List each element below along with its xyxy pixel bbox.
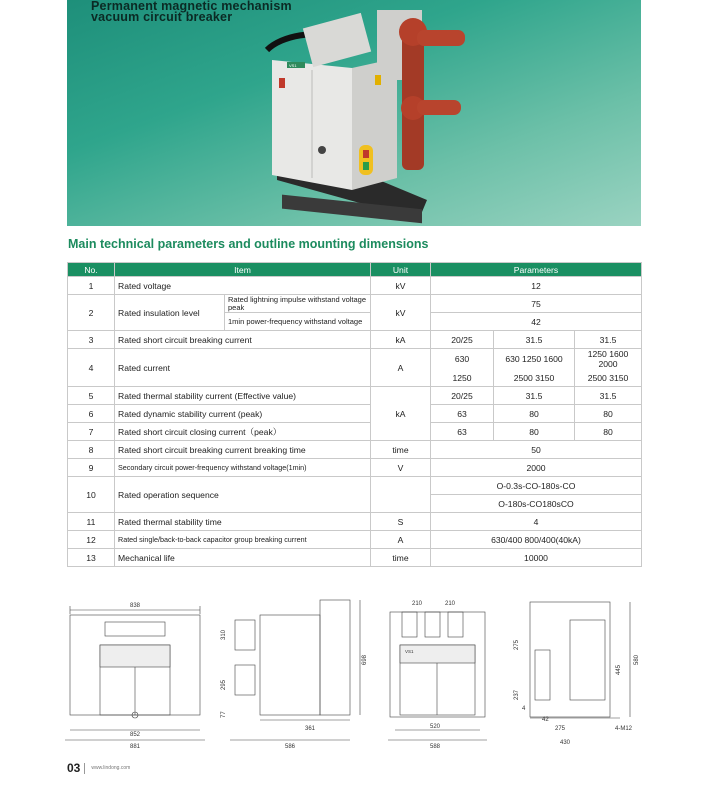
- dim-rear-520: 520: [430, 724, 441, 730]
- outline-drawings: [60, 590, 650, 760]
- dim-r-42: 42: [542, 717, 549, 723]
- cell-param: 20/25: [431, 387, 494, 405]
- cell-item: Rated operation sequence: [115, 477, 371, 513]
- table-row: [68, 441, 642, 459]
- header-no: No.: [68, 263, 115, 277]
- table-row: [68, 295, 642, 313]
- cell-param: 50: [431, 441, 642, 459]
- cell-param: 80: [575, 423, 642, 441]
- cell-param: 80: [575, 405, 642, 423]
- cell-unit: S: [371, 513, 431, 531]
- cell-no: 6: [68, 405, 115, 423]
- cell-unit: kA: [371, 387, 431, 441]
- dim-front-top: 838: [130, 603, 141, 609]
- dim-side-77: 77: [221, 711, 227, 718]
- cell-param: 75: [431, 295, 642, 313]
- dim-side-361: 361: [305, 726, 316, 732]
- cell-item: Rated voltage: [115, 277, 371, 295]
- footer-url[interactable]: www.lindong.com: [91, 765, 131, 771]
- cell-param: 80: [494, 423, 575, 441]
- cell-param: 63: [431, 423, 494, 441]
- hero-title-line2: vacuum circuit breaker: [91, 10, 233, 24]
- cell-param: 10000: [431, 549, 642, 567]
- breaker-illustration: [67, 0, 641, 226]
- cell-param: 630 1250 1600: [494, 349, 575, 370]
- cell-param: 80: [494, 405, 575, 423]
- dim-r-4: 4: [522, 706, 526, 712]
- rear-view-drawing: [388, 612, 487, 740]
- dim-side-295: 295: [221, 679, 227, 690]
- table-row: [68, 513, 642, 531]
- cell-unit: kA: [371, 331, 431, 349]
- cell-unit: V: [371, 459, 431, 477]
- table-header-row: [68, 263, 642, 277]
- cell-param: 630: [431, 349, 494, 370]
- cell-param: 42: [431, 313, 642, 331]
- cell-unit: kV: [371, 277, 431, 295]
- rear-vs1-label: VS1: [405, 649, 414, 654]
- cell-item: Rated thermal stability current (Effective value): [115, 387, 371, 405]
- table-row: [68, 423, 642, 441]
- cell-no: 4: [68, 349, 115, 387]
- cell-no: 10: [68, 477, 115, 513]
- side-view-drawing: [230, 600, 360, 740]
- cell-item: Rated short circuit breaking current: [115, 331, 371, 349]
- cell-item: Rated thermal stability time: [115, 513, 371, 531]
- cell-param: 2000: [431, 459, 642, 477]
- device-label: VS1: [289, 63, 297, 68]
- dim-r-237: 237: [514, 689, 520, 700]
- cell-param: 63: [431, 405, 494, 423]
- cell-param: 31.5: [575, 331, 642, 349]
- cell-item: Secondary circuit power-frequency withstand voltage(1min): [115, 459, 371, 477]
- cell-param: 31.5: [494, 387, 575, 405]
- header-item: Item: [115, 263, 371, 277]
- cell-no: 13: [68, 549, 115, 567]
- dim-r-445: 445: [616, 664, 622, 675]
- cell-no: 5: [68, 387, 115, 405]
- dim-r-m12: 4-M12: [615, 726, 633, 732]
- parameters-table: [67, 262, 642, 567]
- table-row: [68, 549, 642, 567]
- dim-r-275: 275: [514, 639, 520, 650]
- dim-front-b1: 852: [130, 732, 141, 738]
- cell-param: O-0.3s-CO-180s-CO: [431, 477, 642, 495]
- dim-r-580: 580: [634, 654, 640, 665]
- cell-no: 2: [68, 295, 115, 331]
- cell-no: 8: [68, 441, 115, 459]
- product-photo: [67, 0, 641, 226]
- cell-param: 2500 3150: [575, 369, 642, 387]
- cell-no: 9: [68, 459, 115, 477]
- cell-param: 1250: [431, 369, 494, 387]
- cell-item: Rated insulation level: [115, 295, 225, 331]
- cell-unit: kV: [371, 295, 431, 331]
- dim-rear-588: 588: [430, 744, 441, 750]
- page-footer: [67, 760, 130, 776]
- cell-subitem: 1min power-frequency withstand voltage: [225, 313, 371, 331]
- cell-no: 3: [68, 331, 115, 349]
- dim-front-b2: 881: [130, 744, 141, 750]
- table-row: [68, 531, 642, 549]
- cell-subitem: Rated lightning impulse withstand voltage peak: [225, 295, 371, 313]
- dim-rear-210b: 210: [445, 601, 456, 607]
- cell-no: 7: [68, 423, 115, 441]
- header-parameters: Parameters: [431, 263, 642, 277]
- dim-side-698: 698: [362, 654, 368, 665]
- table-row: [68, 349, 642, 370]
- cell-unit: [371, 477, 431, 513]
- dim-rear-210a: 210: [412, 601, 423, 607]
- cell-unit: time: [371, 549, 431, 567]
- cell-item: Rated current: [115, 349, 371, 387]
- hero-title-line1: Permanent magnetic mechanism: [91, 0, 292, 13]
- cell-param: 31.5: [575, 387, 642, 405]
- dim-r-275b: 275: [555, 726, 566, 732]
- table-row: [68, 331, 642, 349]
- cell-param: O-180s-CO180sCO: [431, 495, 642, 513]
- table-row: [68, 387, 642, 405]
- cell-no: 11: [68, 513, 115, 531]
- dim-r-430: 430: [560, 740, 571, 746]
- cell-param: 12: [431, 277, 642, 295]
- table-row: [68, 459, 642, 477]
- right-view-drawing: [530, 602, 630, 718]
- section-heading: Main technical parameters and outline mounting dimensions: [68, 237, 429, 251]
- cell-no: 1: [68, 277, 115, 295]
- cell-unit: A: [371, 531, 431, 549]
- dim-side-586: 586: [285, 744, 296, 750]
- cell-param: 4: [431, 513, 642, 531]
- cell-item: Rated short circuit breaking current breaking time: [115, 441, 371, 459]
- cell-unit: A: [371, 349, 431, 387]
- cell-no: 12: [68, 531, 115, 549]
- table-row: [68, 277, 642, 295]
- table-row: [68, 477, 642, 495]
- table-row: [68, 405, 642, 423]
- front-view-drawing: [65, 606, 205, 740]
- page-number: 03: [67, 761, 81, 775]
- cell-item: Rated short circuit closing current（peak）: [115, 423, 371, 441]
- hero-title: [91, 1, 292, 23]
- header-unit: Unit: [371, 263, 431, 277]
- cell-param: 20/25: [431, 331, 494, 349]
- cell-item: Mechanical life: [115, 549, 371, 567]
- cell-param: 630/400 800/400(40kA): [431, 531, 642, 549]
- cell-item: Rated dynamic stability current (peak): [115, 405, 371, 423]
- cell-item: Rated single/back-to-back capacitor group breaking current: [115, 531, 371, 549]
- footer-separator: [84, 763, 85, 774]
- cell-param: 31.5: [494, 331, 575, 349]
- dim-side-310: 310: [221, 629, 227, 640]
- cell-param: 1250 1600 2000: [575, 349, 642, 370]
- cell-param: 2500 3150: [494, 369, 575, 387]
- cell-unit: time: [371, 441, 431, 459]
